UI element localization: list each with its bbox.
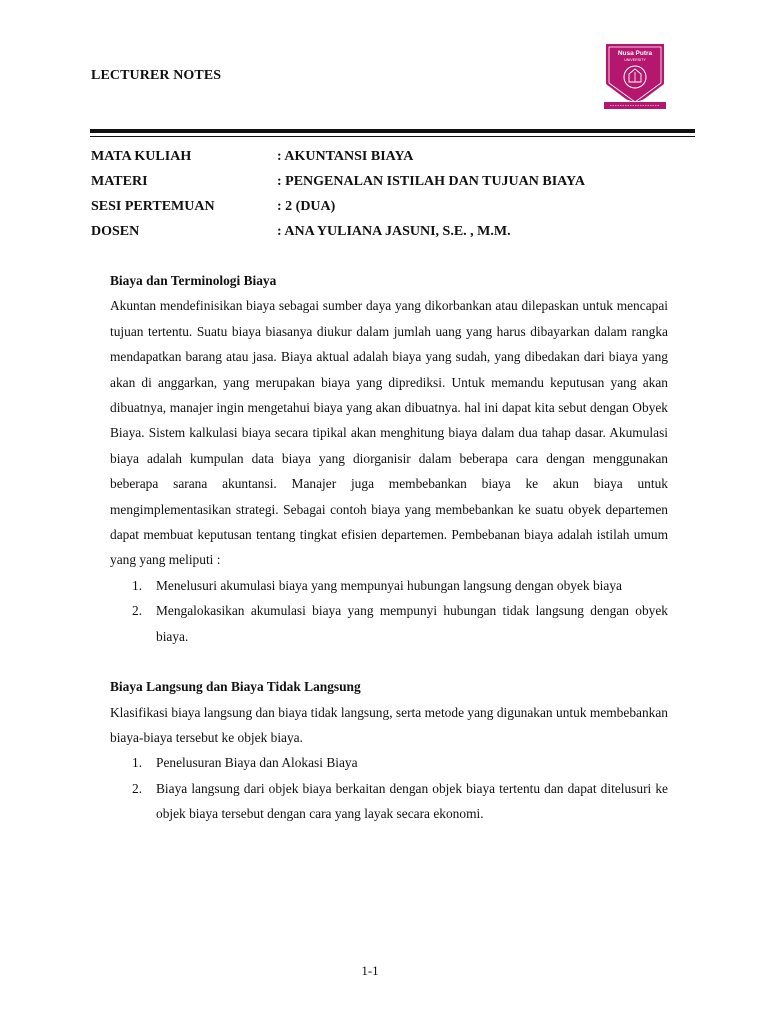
section-heading: Biaya dan Terminologi Biaya	[110, 273, 277, 288]
info-row-material	[91, 169, 691, 194]
info-value: : 2 (DUA)	[277, 198, 336, 214]
document-title: LECTURER NOTES	[91, 68, 222, 83]
list-item	[110, 598, 668, 649]
numbered-list	[110, 573, 668, 649]
header-divider-thin	[90, 136, 695, 137]
info-row-course	[91, 144, 691, 169]
section-heading: Biaya Langsung dan Biaya Tidak Langsung	[110, 679, 361, 695]
list-text: Biaya langsung dari objek biaya berkaitan dengan objek biaya tertentu dan dapat ditelusuri ke objek biaya tersebut dengan cara yang layak secara ekonomi.	[156, 780, 668, 822]
numbered-list	[110, 750, 668, 826]
list-number: 2.	[132, 780, 143, 796]
university-logo	[600, 42, 670, 110]
list-text: Penelusuran Biaya dan Alokasi Biaya	[156, 755, 358, 771]
info-row-session	[91, 194, 691, 219]
course-info-table	[91, 144, 691, 244]
logo-text-main: Nusa Putra	[617, 50, 653, 57]
info-label: MATA KULIAH	[91, 148, 192, 164]
logo-text-sub: UNIVERSITY	[624, 58, 646, 62]
list-number: 1.	[132, 577, 143, 593]
info-row-lecturer	[91, 219, 691, 244]
list-text: Menelusuri akumulasi biaya yang mempunyai hubungan langsung dengan obyek biaya	[156, 577, 622, 593]
section-paragraph: Klasifikasi biaya langsung dan biaya tidak langsung, serta metode yang digunakan untuk membebankan biaya-biaya tersebut ke objek biaya.	[110, 704, 668, 745]
list-item	[110, 750, 668, 775]
section-paragraph: Akuntan mendefinisikan biaya sebagai sumber daya yang dikorbankan atau dilepaskan untuk mencapai tujuan tertentu. Suatu biaya biasanya diukur dalam jumlah uang yang harus dibayarkan dalam rangka mendapatkan barang atau jasa. Biaya aktual adalah biaya yang sudah, yang dibedakan dari biaya yang akan di anggarkan, yang merupakan biaya yang diprediksi. Untuk memandu keputusan yang akan dibuatnya, manajer ingin mengetahui biaya yang akan dibuatnya. hal ini dapat kita sebut dengan Obyek Biaya. Sistem kalkulasi biaya secara tipikal akan menghitung biaya dalam dua tahap dasar. Akumulasi biaya adalah kumpulan data biaya yang diorganisir dalam beberapa cara dengan menggunakan beberapa sarana akuntansi. Manajer juga membebankan biaya ke akun biaya untuk mengimplementasikan strategi. Sebagai contoh biaya yang membebankan ke suatu obyek departemen dapat membuat keputusan tentang tingkat efisien departemen. Pembebanan biaya adalah istilah umum yang yang meliputi :	[110, 298, 668, 568]
section-spacer	[110, 649, 668, 674]
list-number: 1.	[132, 755, 143, 771]
info-label: MATERI	[91, 173, 148, 189]
info-value: : AKUNTANSI BIAYA	[277, 148, 414, 164]
info-value: : ANA YULIANA JASUNI, S.E. , M.M.	[277, 223, 511, 239]
list-item	[110, 776, 668, 827]
notes-body	[110, 268, 668, 827]
list-text: Mengalokasikan akumulasi biaya yang mempunyi hubungan tidak langsung dengan obyek biaya.	[156, 603, 668, 644]
info-label: DOSEN	[91, 223, 140, 239]
list-number: 2.	[132, 603, 143, 619]
info-value: : PENGENALAN ISTILAH DAN TUJUAN BIAYA	[277, 173, 585, 189]
list-item	[110, 573, 668, 598]
page-number: 1-1	[361, 963, 379, 978]
info-label: SESI PERTEMUAN	[91, 198, 215, 214]
header-divider-thick	[90, 129, 695, 133]
